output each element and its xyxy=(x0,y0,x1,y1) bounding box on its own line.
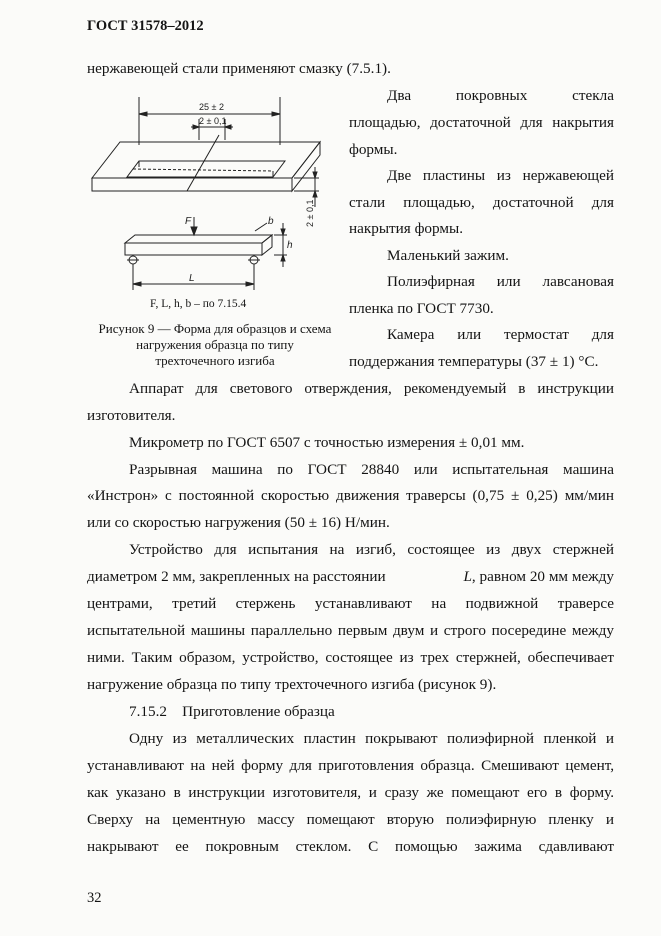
text-line: Одну из металлических пластин покрывают полиэфирной пленкой и xyxy=(129,730,614,747)
dim-25-label: 25 ± 2 xyxy=(199,102,224,112)
text-line: пленка по ГОСТ 7730. xyxy=(349,300,494,317)
span-label: L xyxy=(189,273,195,284)
text-segment: диаметром 2 мм, закрепленных на расстоянии xyxy=(87,568,386,585)
text-line: как указано в инструкции изготовителя, и сразу же помещают его в форму. xyxy=(87,784,614,801)
figure-caption-line: Рисунок 9 — Форма для образцов и схема xyxy=(98,321,332,336)
text-line: или со скоростью нагружения (50 ± 16) Н/мин. xyxy=(87,514,390,531)
text-line: накрывают ее покровным стеклом. С помощью зажима сдавливают xyxy=(87,838,614,855)
text-line: Две пластины из нержавеющей xyxy=(387,167,614,184)
text-line: ними. Таким образом, устройство, состоящее из трех стержней, обеспечивает xyxy=(87,649,614,666)
text-line: Камера или термостат для xyxy=(387,326,614,343)
text-line: центрами, третий стержень устанавливают на подвижной траверсе xyxy=(87,595,614,612)
text-line: Аппарат для светового отверждения, рекомендуемый в инструкции xyxy=(129,380,614,397)
figure-caption-line: нагружения образца по типу xyxy=(136,337,294,352)
text-line: нагружение образца по типу трехточечного изгиба (рисунок 9). xyxy=(87,676,497,693)
text-line: Устройство для испытания на изгиб, состоящее из двух стержней xyxy=(129,541,614,558)
text-line: устанавливают на ней форму для приготовления образца. Смешивают цемент, xyxy=(87,757,614,774)
text-line xyxy=(87,568,614,586)
force-label: F xyxy=(185,216,192,227)
text-line: формы. xyxy=(349,141,398,158)
section-heading: 7.15.2 Приготовление образца xyxy=(129,703,335,720)
italic-symbol: L xyxy=(463,568,472,585)
text-line: накрытия формы. xyxy=(349,220,464,237)
text-line: стали площадью, достаточной для xyxy=(349,194,614,211)
text-segment: , равном 20 мм между xyxy=(471,568,614,585)
text-line: испытательной машины параллельно первым двум и строго посередине между xyxy=(87,622,614,639)
figure-caption-line: трехточечного изгиба xyxy=(155,353,275,368)
text-line: изготовителя. xyxy=(87,407,176,424)
text-segment xyxy=(463,568,614,586)
text-line: Маленький зажим. xyxy=(387,247,509,264)
page-number: 32 xyxy=(87,890,102,906)
text-line: «Инстрон» с постоянной скоростью движения траверсы (0,75 ± 0,25) мм/мин xyxy=(87,487,614,504)
text-line: нержавеющей стали применяют смазку (7.5.1). xyxy=(87,60,391,77)
text-line: площадью, достаточной для накрытия xyxy=(349,114,614,131)
dim-2-vertical-label: 2 ± 0,1 xyxy=(305,199,315,227)
figure-note: F, L, h, b – по 7.15.4 xyxy=(150,298,247,310)
text-line: Разрывная машина по ГОСТ 28840 или испытательная машина xyxy=(129,461,614,478)
text-line: Сверху на цементную массу помещают вторую полиэфирную пленку и xyxy=(87,811,614,828)
text-line: Полиэфирная или лавсановая xyxy=(387,273,614,290)
text-line: Два покровных стекла xyxy=(387,87,614,104)
width-label: b xyxy=(268,216,274,227)
height-label: h xyxy=(287,240,293,251)
document-header: ГОСТ 31578–2012 xyxy=(87,18,204,34)
text-line: Микрометр по ГОСТ 6507 с точностью измерения ± 0,01 мм. xyxy=(129,434,525,451)
text-line: поддержания температуры (37 ± 1) °C. xyxy=(349,353,599,370)
figure-9-drawing xyxy=(87,95,337,295)
dim-2-label: 2 ± 0,1 xyxy=(199,116,227,126)
